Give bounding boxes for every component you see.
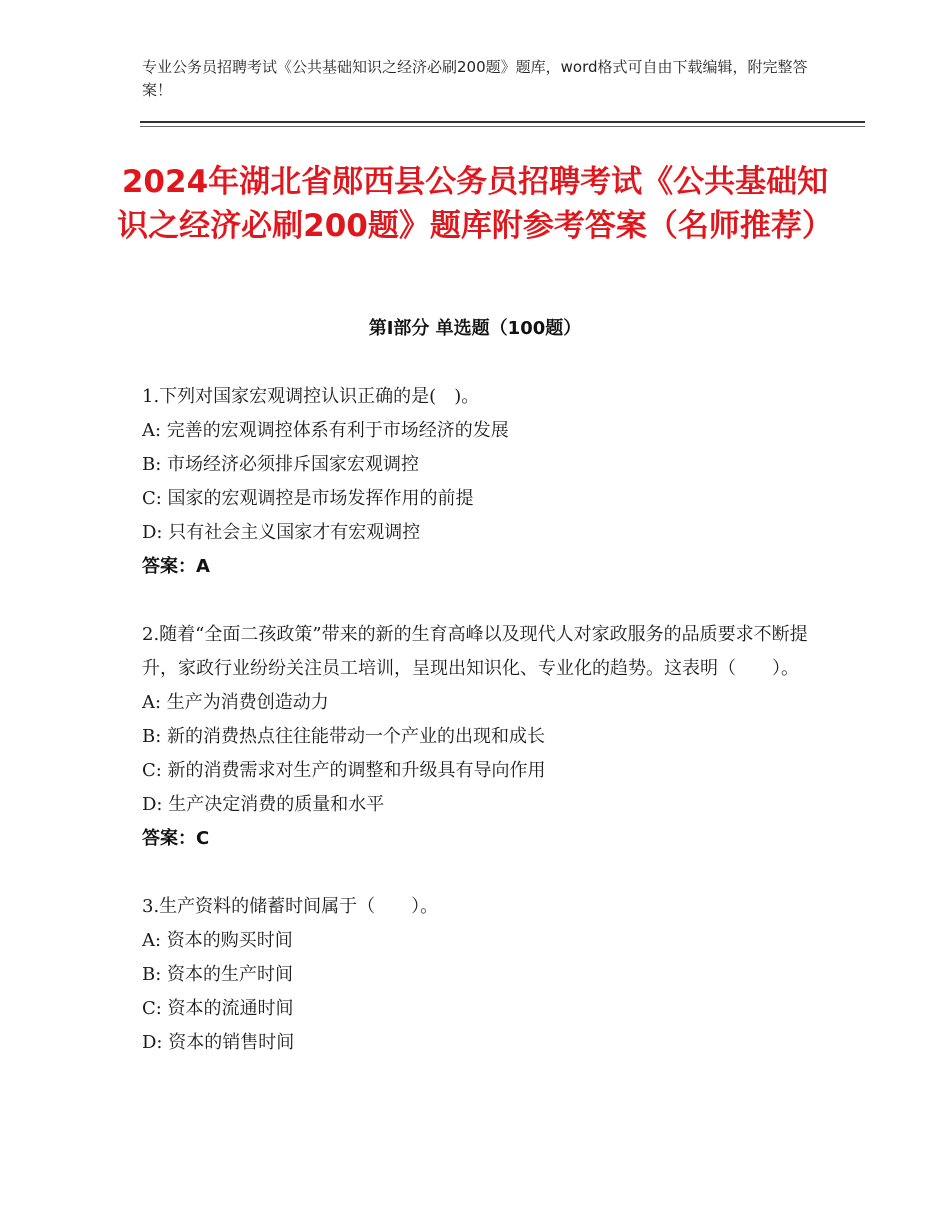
option-b: B: 市场经济必须排斥国家宏观调控	[142, 454, 420, 475]
question-stem: 2.随着“全面二孩政策”带来的新的生育高峰以及现代人对家政服务的品质要求不断提升，家政行业纷纷关注员工培训，呈现出知识化、专业化的趋势。这表明（ ）。	[142, 624, 808, 679]
document-title: 2024年湖北省郧西县公务员招聘考试《公共基础知识之经济必刷200题》题库附参考答案（名师推荐）	[117, 164, 833, 244]
option-d: D: 资本的销售时间	[142, 1032, 295, 1053]
answer: 答案：C	[142, 828, 210, 849]
option-a: A: 资本的购买时间	[142, 930, 293, 951]
option-a: A: 生产为消费创造动力	[142, 692, 329, 713]
option-b: B: 新的消费热点往往能带动一个产业的出现和成长	[142, 726, 546, 747]
header-rule-thick	[140, 121, 865, 123]
question-2	[142, 618, 832, 856]
question-stem: 3.生产资料的储蓄时间属于（ ）。	[142, 896, 439, 917]
option-c: C: 资本的流通时间	[142, 998, 294, 1019]
answer: 答案：A	[142, 556, 210, 577]
header-note: 专业公务员招聘考试《公共基础知识之经济必刷200题》题库，word格式可自由下载编辑，附完整答案！	[142, 58, 808, 99]
option-c: C: 国家的宏观调控是市场发挥作用的前提	[142, 488, 474, 509]
section-title: 第Ⅰ部分 单选题（100题）	[368, 318, 582, 339]
option-d: D: 只有社会主义国家才有宏观调控	[142, 522, 421, 543]
question-stem: 1.下列对国家宏观调控认识正确的是( )。	[142, 386, 480, 407]
header-rule-thin	[140, 126, 865, 127]
option-d: D: 生产决定消费的质量和水平	[142, 794, 385, 815]
option-b: B: 资本的生产时间	[142, 964, 294, 985]
question-3	[142, 890, 832, 1060]
option-c: C: 新的消费需求对生产的调整和升级具有导向作用	[142, 760, 546, 781]
option-a: A: 完善的宏观调控体系有利于市场经济的发展	[142, 420, 509, 441]
question-list	[142, 380, 832, 1094]
question-1	[142, 380, 832, 584]
